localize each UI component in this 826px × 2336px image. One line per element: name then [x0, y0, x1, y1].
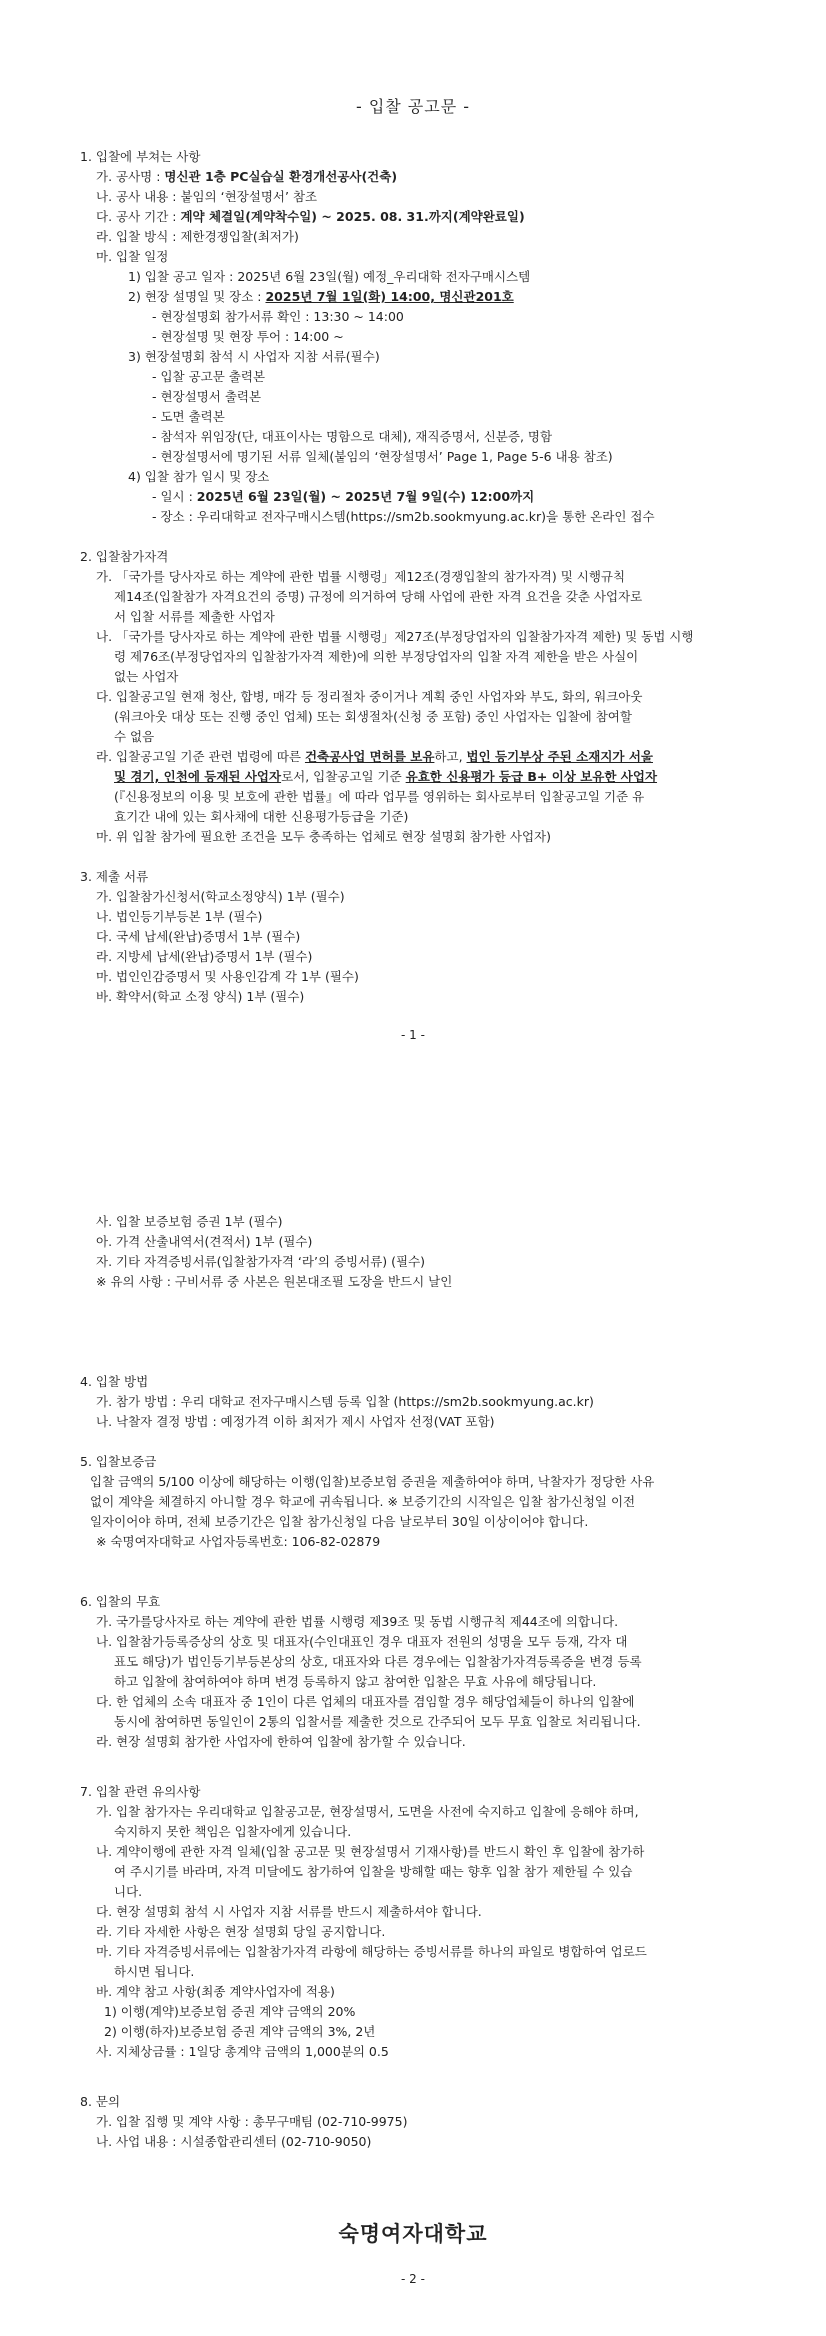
s2-na-2: 령 제76조(부정당업자의 입찰참가자격 제한)에 의한 부정당업자의 입찰 자격 제한을 받은 사실이 [114, 649, 639, 664]
s2-na-1: 나. 「국가를 당사자로 하는 계약에 관한 법률 시행령」제27조(부정당업자의 입찰참가자격 제한) 및 동법 시행 [96, 629, 694, 644]
s6-ra: 라. 현장 설명회 참가한 사업자에 한하여 입찰에 참가할 수 있습니다. [96, 1734, 466, 1749]
s1-m2: 2) 현장 설명일 및 장소 : 2025년 7월 1일(화) 14:00, 명신관201호 [128, 289, 514, 304]
s2-ga-1: 가. 「국가를 당사자로 하는 계약에 관한 법률 시행령」제12조(경쟁입찰의 참가자격) 및 시행규칙 [96, 569, 626, 584]
s7-ga-1: 가. 입찰 참가자는 우리대학교 입찰공고문, 현장설명서, 도면을 사전에 숙지하고 입찰에 응해야 하며, [96, 1804, 639, 1819]
s4-ga: 가. 참가 방법 : 우리 대학교 전자구매시스템 등록 입찰 (https://sm2b.sookmyung.ac.kr) [96, 1394, 594, 1409]
s5-line-2: 없이 계약을 체결하지 아니할 경우 학교에 귀속됩니다. ※ 보증기간의 시작일은 입찰 참가신청일 이전 [90, 1494, 636, 1509]
s2-ra-1: 라. 입찰공고일 기준 관련 법령에 따른 건축공사업 면허를 보유하고, 법인 등기부상 주된 소재지가 서울 [96, 749, 653, 764]
s3b-item: 사. 입찰 보증보험 증권 1부 (필수) [96, 1214, 283, 1229]
s2-da-3: 수 없음 [114, 729, 155, 744]
s3-item: 마. 법인인감증명서 및 사용인감계 각 1부 (필수) [96, 969, 359, 984]
s8-na: 나. 사업 내용 : 시설종합관리센터 (02-710-9050) [96, 2134, 372, 2149]
s3-item: 나. 법인등기부등본 1부 (필수) [96, 909, 263, 924]
page-number-1: - 1 - [401, 1028, 425, 1042]
s1-da: 다. 공사 기간 : 계약 체결일(계약착수일) ~ 2025. 08. 31.까지(계약완료일) [96, 209, 525, 224]
s6-da-1: 다. 한 업체의 소속 대표자 중 1인이 다른 업체의 대표자를 겸임할 경우 해당업체들이 하나의 입찰에 [96, 1694, 635, 1709]
s7-ba: 바. 계약 참고 사항(최종 계약사업자에 적용) [96, 1984, 335, 1999]
section-8-heading: 8. 문의 [80, 2094, 121, 2109]
s3-item: 라. 지방세 납세(완납)증명서 1부 (필수) [96, 949, 313, 964]
s6-na-2: 표도 해당)가 법인등기부등본상의 상호, 대표자와 다른 경우에는 입찰참가자격등록증을 변경 등록 [114, 1654, 642, 1669]
s3b-item: 자. 기타 자격증빙서류(입찰참가자격 ‘라’의 증빙서류) (필수) [96, 1254, 426, 1269]
s3b-item: 아. 가격 산출내역서(견적서) 1부 (필수) [96, 1234, 313, 1249]
s1-m3d: - 참석자 위임장(단, 대표이사는 명함으로 대체), 재직증명서, 신분증, 명함 [152, 429, 553, 444]
s1-ma: 마. 입찰 일정 [96, 249, 169, 264]
s5-line-1: 입찰 금액의 5/100 이상에 해당하는 이행(입찰)보증보험 증권을 제출하여야 하며, 낙찰자가 정당한 사유 [90, 1474, 655, 1489]
s6-na-3: 하고 입찰에 참여하여야 하며 변경 등록하지 않고 참여한 입찰은 무효 사유에 해당됩니다. [114, 1674, 597, 1689]
s2-da-2: (워크아웃 대상 또는 진행 중인 업체) 또는 회생절차(신청 중 포함) 중인 사업자는 입찰에 참여할 [114, 709, 632, 724]
s7-na-3: 니다. [114, 1884, 143, 1899]
page-number-2: - 2 - [401, 2272, 425, 2286]
s2-na-3: 없는 사업자 [114, 669, 179, 684]
section-5-heading: 5. 입찰보증금 [80, 1454, 157, 1469]
s1-m3e: - 현장설명서에 명기된 서류 일체(붙임의 ‘현장설명서’ Page 1, Page 5-6 내용 참조) [152, 449, 613, 464]
s1-m4b: - 장소 : 우리대학교 전자구매시스템(https://sm2b.sookmyung.ac.kr)을 통한 온라인 접수 [152, 509, 655, 524]
section-1-heading: 1. 입찰에 부쳐는 사항 [80, 149, 201, 164]
s7-sa: 사. 지체상금률 : 1일당 총계약 금액의 1,000분의 0.5 [96, 2044, 389, 2059]
s5-line-3: 일자이어야 하며, 전체 보증기간은 입찰 참가신청일 다음 날로부터 30일 이상이어야 합니다. [90, 1514, 589, 1529]
s7-na-1: 나. 계약이행에 관한 자격 일체(입찰 공고문 및 현장설명서 기재사항)를 반드시 확인 후 입찰에 참가하 [96, 1844, 645, 1859]
s6-ga: 가. 국가를당사자로 하는 계약에 관한 법률 시행령 제39조 및 동법 시행규칙 제44조에 의합니다. [96, 1614, 619, 1629]
s2-ga-3: 서 입찰 서류를 제출한 사업자 [114, 609, 275, 624]
s2-ra-4: 효기간 내에 있는 회사채에 대한 신용평가등급을 기준) [114, 809, 409, 824]
s2-ma: 마. 위 입찰 참가에 필요한 조건을 모두 충족하는 업체로 현장 설명회 참가한 사업자) [96, 829, 552, 844]
s2-ra-2: 및 경기, 인천에 등재된 사업자로서, 입찰공고일 기준 유효한 신용평가 등급 B+ 이상 보유한 사업자 [114, 769, 658, 784]
s1-m3c: - 도면 출력본 [152, 409, 225, 424]
s1-na: 나. 공사 내용 : 붙임의 ‘현장설명서’ 참조 [96, 189, 318, 204]
s2-ga-2: 제14조(입찰참가 자격요건의 증명) 규정에 의거하여 당해 사업에 관한 자격 요건을 갖춘 사업자로 [114, 589, 643, 604]
s6-da-2: 동시에 참여하면 동일인이 2통의 입찰서를 제출한 것으로 간주되어 모두 무효 입찰로 처리됩니다. [114, 1714, 641, 1729]
section-6-heading: 6. 입찰의 무효 [80, 1594, 161, 1609]
s1-m3a: - 입찰 공고문 출력본 [152, 369, 266, 384]
s1-m3b: - 현장설명서 출력본 [152, 389, 262, 404]
s3-item: 다. 국세 납세(완납)증명서 1부 (필수) [96, 929, 301, 944]
school-name: 숙명여자대학교 [338, 2221, 488, 2246]
s3b-note: ※ 유의 사항 : 구비서류 중 사본은 원본대조필 도장을 반드시 날인 [96, 1274, 453, 1289]
s5-line-4: ※ 숙명여자대학교 사업자등록번호: 106-82-02879 [96, 1534, 381, 1549]
s7-ma-2: 하시면 됩니다. [114, 1964, 195, 1979]
s7-na-2: 여 주시기를 바라며, 자격 미달에도 참가하여 입찰을 방해할 때는 향후 입찰 참가 제한될 수 있습 [114, 1864, 633, 1879]
s7-b1: 1) 이행(계약)보증보험 증권 계약 금액의 20% [104, 2004, 356, 2019]
s8-ga: 가. 입찰 집행 및 계약 사항 : 총무구매팀 (02-710-9975) [96, 2114, 408, 2129]
s4-na: 나. 낙찰자 결정 방법 : 예정가격 이하 최저가 제시 사업자 선정(VAT 포함) [96, 1414, 495, 1429]
s1-m4a: - 일시 : 2025년 6월 23일(월) ~ 2025년 7월 9일(수) 12:00까지 [152, 489, 535, 504]
s6-na-1: 나. 입찰참가등록증상의 상호 및 대표자(수인대표인 경우 대표자 전원의 성명을 모두 등재, 각자 대 [96, 1634, 628, 1649]
s2-da-1: 다. 입찰공고일 현재 청산, 합병, 매각 등 정리절차 중이거나 계획 중인 사업자와 부도, 화의, 워크아웃 [96, 689, 643, 704]
s7-ra: 라. 기타 자세한 사항은 현장 설명회 당일 공지합니다. [96, 1924, 386, 1939]
s2-ra-3: (『신용정보의 이용 및 보호에 관한 법률』에 따라 업무를 영위하는 회사로부터 입찰공고일 기준 유 [114, 789, 645, 804]
s1-ga: 가. 공사명 : 명신관 1층 PC실습실 환경개선공사(건축) [96, 169, 398, 184]
section-3-heading: 3. 제출 서류 [80, 869, 149, 884]
s1-m2b: - 현장설명 및 현장 투어 : 14:00 ~ [152, 329, 344, 344]
s1-ra: 라. 입찰 방식 : 제한경쟁입찰(최저가) [96, 229, 299, 244]
s7-b2: 2) 이행(하자)보증보험 증권 계약 금액의 3%, 2년 [104, 2024, 376, 2039]
s7-ma-1: 마. 기타 자격증빙서류에는 입찰참가자격 라항에 해당하는 증빙서류를 하나의 파일로 병합하여 업로드 [96, 1944, 647, 1959]
s3-item: 가. 입찰참가신청서(학교소정양식) 1부 (필수) [96, 889, 345, 904]
s7-ga-2: 숙지하지 못한 책임은 입찰자에게 있습니다. [114, 1824, 352, 1839]
section-4-heading: 4. 입찰 방법 [80, 1374, 149, 1389]
s3-item: 바. 확약서(학교 소정 양식) 1부 (필수) [96, 989, 305, 1004]
document-title: - 입찰 공고문 - [355, 97, 471, 116]
section-7-heading: 7. 입찰 관련 유의사항 [80, 1784, 201, 1799]
s7-da: 다. 현장 설명회 참석 시 사업자 지참 서류를 반드시 제출하셔야 합니다. [96, 1904, 482, 1919]
s1-m2a: - 현장설명회 참가서류 확인 : 13:30 ~ 14:00 [152, 309, 404, 324]
s1-m3: 3) 현장설명회 참석 시 사업자 지참 서류(필수) [128, 349, 380, 364]
s1-m1: 1) 입찰 공고 일자 : 2025년 6월 23일(월) 예정_우리대학 전자구매시스템 [128, 269, 531, 284]
section-2-heading: 2. 입찰참가자격 [80, 549, 169, 564]
s1-m4: 4) 입찰 참가 일시 및 장소 [128, 469, 270, 484]
